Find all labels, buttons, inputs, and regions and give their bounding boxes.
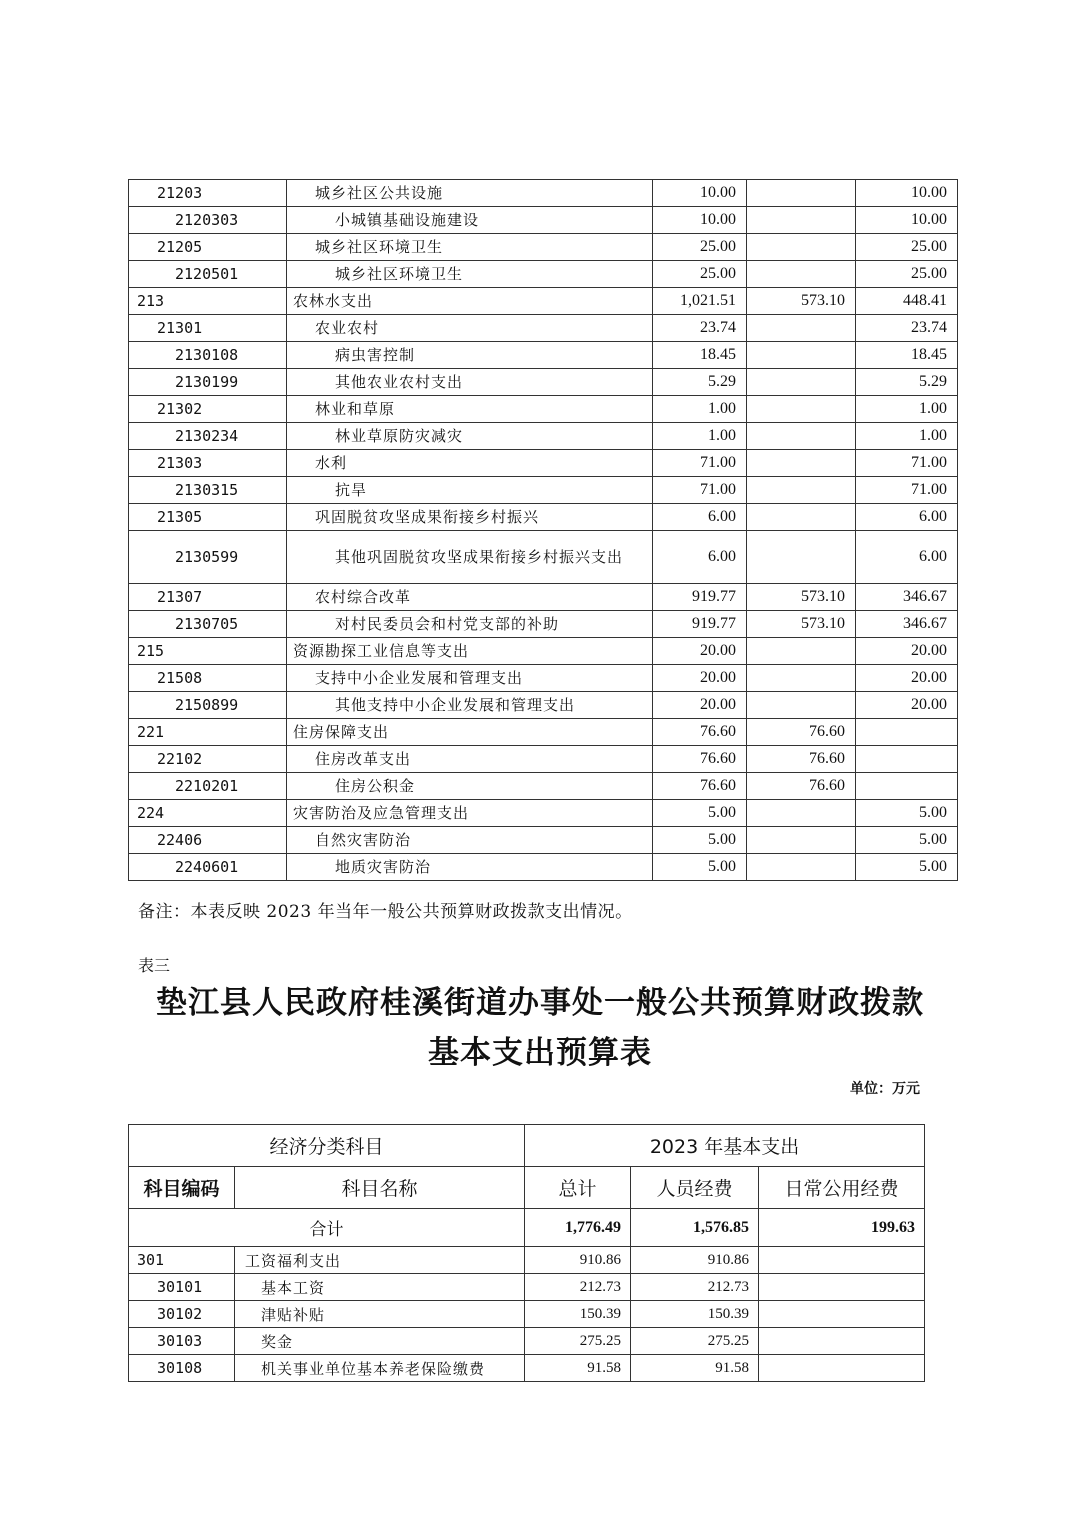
row-project: 448.41	[856, 288, 958, 315]
row-name: 对村民委员会和村党支部的补助	[287, 611, 653, 638]
row-project: 20.00	[856, 638, 958, 665]
row-basic	[747, 180, 856, 207]
row-basic	[747, 315, 856, 342]
row-basic	[747, 692, 856, 719]
row-code: 21302	[129, 396, 287, 423]
row-project: 71.00	[856, 450, 958, 477]
row-name: 巩固脱贫攻坚成果衔接乡村振兴	[287, 504, 653, 531]
row-total: 25.00	[653, 234, 747, 261]
row-code: 215	[129, 638, 287, 665]
row-name: 林业草原防灾减灾	[287, 423, 653, 450]
unit-label: 单位：万元	[850, 1081, 920, 1097]
header-personnel: 人员经费	[631, 1167, 759, 1209]
row-name: 住房改革支出	[287, 746, 653, 773]
row-total: 5.00	[653, 827, 747, 854]
row-basic	[747, 665, 856, 692]
header-row-columns	[129, 1167, 925, 1209]
table-row	[129, 369, 958, 396]
row-code: 30101	[129, 1274, 235, 1301]
row-basic	[747, 423, 856, 450]
table-row	[129, 1328, 925, 1355]
row-basic	[747, 369, 856, 396]
row-public	[759, 1247, 925, 1274]
row-personnel: 910.86	[631, 1247, 759, 1274]
row-code: 30102	[129, 1301, 235, 1328]
table-note: 备注：本表反映 2023 年当年一般公共预算财政拨款支出情况。	[138, 902, 633, 922]
row-total: 5.00	[653, 800, 747, 827]
row-name: 抗旱	[287, 477, 653, 504]
row-name: 其他巩固脱贫攻坚成果衔接乡村振兴支出	[287, 531, 653, 584]
row-code: 2240601	[129, 854, 287, 881]
total-row	[129, 1209, 925, 1247]
table-row	[129, 638, 958, 665]
row-project: 6.00	[856, 504, 958, 531]
row-total: 10.00	[653, 207, 747, 234]
table-row	[129, 261, 958, 288]
table-row	[129, 207, 958, 234]
row-code: 2210201	[129, 773, 287, 800]
row-name: 工资福利支出	[235, 1247, 525, 1274]
row-personnel: 150.39	[631, 1301, 759, 1328]
row-code: 21301	[129, 315, 287, 342]
page-title	[130, 978, 950, 1078]
row-name: 津贴补贴	[235, 1301, 525, 1328]
row-name: 城乡社区公共设施	[287, 180, 653, 207]
row-basic: 573.10	[747, 611, 856, 638]
row-total: 20.00	[653, 665, 747, 692]
row-basic: 573.10	[747, 288, 856, 315]
row-total: 275.25	[525, 1328, 631, 1355]
row-code: 30108	[129, 1355, 235, 1382]
row-total: 25.00	[653, 261, 747, 288]
row-basic	[747, 477, 856, 504]
row-total: 76.60	[653, 746, 747, 773]
expenditure-table-continued	[128, 179, 958, 881]
row-project	[856, 746, 958, 773]
row-project: 10.00	[856, 180, 958, 207]
header-name: 科目名称	[235, 1167, 525, 1209]
row-name: 基本工资	[235, 1274, 525, 1301]
row-project: 25.00	[856, 234, 958, 261]
title-line-1: 垫江县人民政府桂溪街道办事处一般公共预算财政拨款	[156, 985, 924, 1021]
row-code: 22102	[129, 746, 287, 773]
row-code: 221	[129, 719, 287, 746]
row-code: 2130199	[129, 369, 287, 396]
row-project: 20.00	[856, 692, 958, 719]
row-basic	[747, 854, 856, 881]
row-total: 71.00	[653, 477, 747, 504]
row-name: 农业农村	[287, 315, 653, 342]
row-name: 支持中小企业发展和管理支出	[287, 665, 653, 692]
row-basic: 76.60	[747, 773, 856, 800]
row-project: 23.74	[856, 315, 958, 342]
row-name: 资源勘探工业信息等支出	[287, 638, 653, 665]
table-row	[129, 1355, 925, 1382]
row-project: 5.00	[856, 854, 958, 881]
row-total: 91.58	[525, 1355, 631, 1382]
row-code: 2130108	[129, 342, 287, 369]
row-total: 71.00	[653, 450, 747, 477]
row-total: 919.77	[653, 611, 747, 638]
table-row	[129, 234, 958, 261]
row-basic	[747, 261, 856, 288]
row-basic: 573.10	[747, 584, 856, 611]
row-project: 20.00	[856, 665, 958, 692]
row-code: 2130234	[129, 423, 287, 450]
row-public	[759, 1328, 925, 1355]
header-total: 总计	[525, 1167, 631, 1209]
row-basic	[747, 396, 856, 423]
table-row	[129, 1274, 925, 1301]
row-code: 224	[129, 800, 287, 827]
row-name: 病虫害控制	[287, 342, 653, 369]
row-project: 346.67	[856, 584, 958, 611]
row-total: 6.00	[653, 504, 747, 531]
row-name: 其他支持中小企业发展和管理支出	[287, 692, 653, 719]
row-project: 6.00	[856, 531, 958, 584]
row-code: 2130705	[129, 611, 287, 638]
row-total: 1.00	[653, 396, 747, 423]
row-code: 21305	[129, 504, 287, 531]
row-name: 奖金	[235, 1328, 525, 1355]
row-code: 301	[129, 1247, 235, 1274]
row-name: 机关事业单位基本养老保险缴费	[235, 1355, 525, 1382]
row-name: 住房公积金	[287, 773, 653, 800]
header-public: 日常公用经费	[759, 1167, 925, 1209]
header-economic-category: 经济分类科目	[129, 1125, 525, 1167]
table-row	[129, 692, 958, 719]
header-code: 科目编码	[129, 1167, 235, 1209]
row-total: 919.77	[653, 584, 747, 611]
row-project: 25.00	[856, 261, 958, 288]
row-basic	[747, 827, 856, 854]
table-row	[129, 477, 958, 504]
row-project: 18.45	[856, 342, 958, 369]
row-name: 其他农业农村支出	[287, 369, 653, 396]
table-row	[129, 450, 958, 477]
row-project	[856, 719, 958, 746]
row-basic	[747, 531, 856, 584]
row-code: 2150899	[129, 692, 287, 719]
row-name: 小城镇基础设施建设	[287, 207, 653, 234]
row-total: 1.00	[653, 423, 747, 450]
row-code: 21203	[129, 180, 287, 207]
table-row	[129, 746, 958, 773]
row-project: 5.29	[856, 369, 958, 396]
header-basic-expenditure-2023: 2023 年基本支出	[525, 1125, 925, 1167]
table-row	[129, 531, 958, 584]
table-row	[129, 719, 958, 746]
row-basic	[747, 207, 856, 234]
table-row	[129, 800, 958, 827]
title-line-2: 基本支出预算表	[428, 1035, 652, 1071]
row-name: 水利	[287, 450, 653, 477]
row-code: 21307	[129, 584, 287, 611]
row-name: 自然灾害防治	[287, 827, 653, 854]
row-basic: 76.60	[747, 746, 856, 773]
row-name: 城乡社区环境卫生	[287, 261, 653, 288]
table-row	[129, 584, 958, 611]
row-name: 住房保障支出	[287, 719, 653, 746]
row-total: 5.00	[653, 854, 747, 881]
row-project: 1.00	[856, 396, 958, 423]
row-personnel: 212.73	[631, 1274, 759, 1301]
row-basic	[747, 504, 856, 531]
row-code: 2120303	[129, 207, 287, 234]
row-total: 18.45	[653, 342, 747, 369]
table-row	[129, 504, 958, 531]
row-code: 22406	[129, 827, 287, 854]
row-total: 10.00	[653, 180, 747, 207]
row-code: 213	[129, 288, 287, 315]
row-total: 76.60	[653, 773, 747, 800]
row-code: 30103	[129, 1328, 235, 1355]
table-row	[129, 423, 958, 450]
table-row	[129, 611, 958, 638]
row-code: 2130315	[129, 477, 287, 504]
row-total: 76.60	[653, 719, 747, 746]
table-label: 表三	[138, 956, 171, 975]
row-basic	[747, 342, 856, 369]
row-name: 农林水支出	[287, 288, 653, 315]
row-basic	[747, 234, 856, 261]
row-project: 346.67	[856, 611, 958, 638]
row-public	[759, 1301, 925, 1328]
row-public	[759, 1355, 925, 1382]
table-row	[129, 288, 958, 315]
row-project: 5.00	[856, 827, 958, 854]
row-public	[759, 1274, 925, 1301]
table-row	[129, 665, 958, 692]
row-code: 2120501	[129, 261, 287, 288]
row-code: 21303	[129, 450, 287, 477]
row-total: 212.73	[525, 1274, 631, 1301]
row-project: 1.00	[856, 423, 958, 450]
row-code: 21508	[129, 665, 287, 692]
row-code: 21205	[129, 234, 287, 261]
row-personnel: 91.58	[631, 1355, 759, 1382]
basic-expenditure-table	[128, 1124, 925, 1382]
row-total: 1,021.51	[653, 288, 747, 315]
row-code: 2130599	[129, 531, 287, 584]
table-row	[129, 854, 958, 881]
table-row	[129, 180, 958, 207]
row-project: 5.00	[856, 800, 958, 827]
row-name: 城乡社区环境卫生	[287, 234, 653, 261]
row-total: 23.74	[653, 315, 747, 342]
row-name: 地质灾害防治	[287, 854, 653, 881]
total-total: 1,776.49	[525, 1209, 631, 1247]
table-row	[129, 1301, 925, 1328]
row-total: 910.86	[525, 1247, 631, 1274]
row-personnel: 275.25	[631, 1328, 759, 1355]
row-total: 20.00	[653, 638, 747, 665]
row-name: 灾害防治及应急管理支出	[287, 800, 653, 827]
row-project	[856, 773, 958, 800]
total-personnel: 1,576.85	[631, 1209, 759, 1247]
table-row	[129, 1247, 925, 1274]
row-total: 5.29	[653, 369, 747, 396]
row-basic: 76.60	[747, 719, 856, 746]
row-total: 20.00	[653, 692, 747, 719]
table-row	[129, 827, 958, 854]
row-basic	[747, 638, 856, 665]
row-project: 71.00	[856, 477, 958, 504]
row-total: 6.00	[653, 531, 747, 584]
total-label: 合计	[129, 1209, 525, 1247]
row-name: 农村综合改革	[287, 584, 653, 611]
row-basic	[747, 800, 856, 827]
header-row-group	[129, 1125, 925, 1167]
row-name: 林业和草原	[287, 396, 653, 423]
table-row	[129, 396, 958, 423]
table-row	[129, 773, 958, 800]
row-basic	[747, 450, 856, 477]
table-row	[129, 342, 958, 369]
row-total: 150.39	[525, 1301, 631, 1328]
row-project: 10.00	[856, 207, 958, 234]
total-public: 199.63	[759, 1209, 925, 1247]
table-row	[129, 315, 958, 342]
